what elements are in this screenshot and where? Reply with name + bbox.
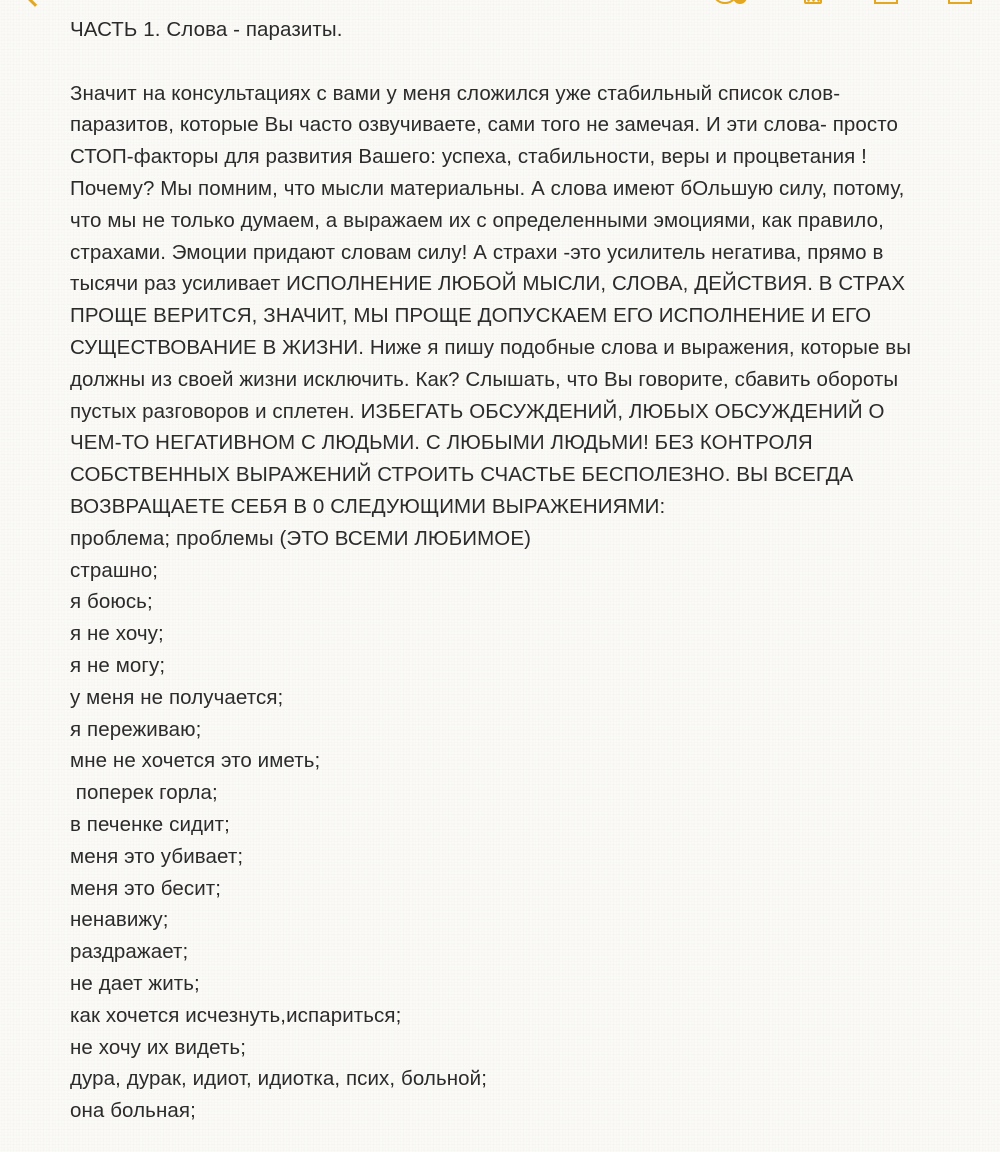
list-item: мне не хочется это иметь; — [70, 749, 321, 773]
collaborate-badge-icon — [733, 0, 747, 4]
list-item: она больная; — [70, 1099, 196, 1123]
list-item: меня это бесит; — [70, 876, 222, 900]
list-item: я не хочу; — [70, 622, 164, 646]
share-icon[interactable] — [874, 0, 898, 4]
list-item: как хочется исчезнуть,испариться; — [70, 1003, 402, 1027]
list-item: в печенке сидит; — [70, 812, 230, 836]
list-item: не хочу их видеть; — [70, 1035, 246, 1059]
compose-icon[interactable] — [948, 0, 972, 4]
list-item: я боюсь; — [70, 590, 153, 614]
list-item: не дает жить; — [70, 971, 200, 995]
list-item: я не могу; — [70, 653, 166, 677]
checklist-icon[interactable] — [804, 0, 822, 4]
list-item: меня это убивает; — [70, 844, 244, 868]
back-chevron-icon[interactable] — [25, 0, 45, 7]
note-title: ЧАСТЬ 1. Слова - паразиты. — [70, 18, 343, 41]
list-item: поперек горла; — [70, 781, 218, 805]
list-item: ненавижу; — [70, 908, 169, 932]
word-list — [70, 523, 940, 1127]
list-item: у меня не получается; — [70, 685, 284, 709]
list-item: страшно; — [70, 558, 159, 582]
note-paragraph: Значит на консультациях с вами у меня сложился уже стабильный список слов-паразитов, которые Вы часто озвучиваете, сами того не замечая. И эти слова- просто СТОП-факторы для развития Вашего: успеха, стабильности, веры и процветания ! Почему? Мы помним, что мысли материальны. А слова имеют бОльшую силу, потому, что мы не только думаем, а выражаем их с определенными эмоциями, как правило, страхами. Эмоции придают словам силу! А страхи -это усилитель негатива, прямо в тысячи раз усиливает ИСПОЛНЕНИЕ ЛЮБОЙ МЫСЛИ, СЛОВА, ДЕЙСТВИЯ. В СТРАХ ПРОЩЕ ВЕРИТСЯ, ЗНАЧИТ, МЫ ПРОЩЕ ДОПУСКАЕМ ЕГО ИСПОЛНЕНИЕ И ЕГО СУЩЕСТВОВАНИЕ В ЖИЗНИ. Ниже я пишу подобные слова и выражения, которые вы должны из своей жизни исключить. Как? Слышать, что Вы говорите, сбавить обороты пустых разговоров и сплетен. ИЗБЕГАТЬ ОБСУЖДЕНИЙ, ЛЮБЫХ ОБСУЖДЕНИЙ О ЧЕМ-ТО НЕГАТИВНОМ С ЛЮДЬМИ. С ЛЮБЫМИ ЛЮДЬМИ! БЕЗ КОНТРОЛЯ СОБСТВЕННЫХ ВЫРАЖЕНИЙ СТРОИТЬ СЧАСТЬЕ БЕСПОЛЕЗНО. ВЫ ВСЕГДА ВОЗВРАЩАЕТЕ СЕБЯ В 0 СЛЕДУЮЩИМИ ВЫРАЖЕНИЯМИ: — [70, 81, 912, 518]
list-item: я переживаю; — [70, 717, 202, 741]
list-item: раздражает; — [70, 940, 189, 964]
toolbar — [0, 0, 1000, 8]
list-item: проблема; проблемы (ЭТО ВСЕМИ ЛЮБИМОЕ) — [70, 526, 532, 550]
note-body[interactable] — [70, 14, 940, 1127]
list-item: дура, дурак, идиот, идиотка, псих, больной; — [70, 1067, 488, 1091]
